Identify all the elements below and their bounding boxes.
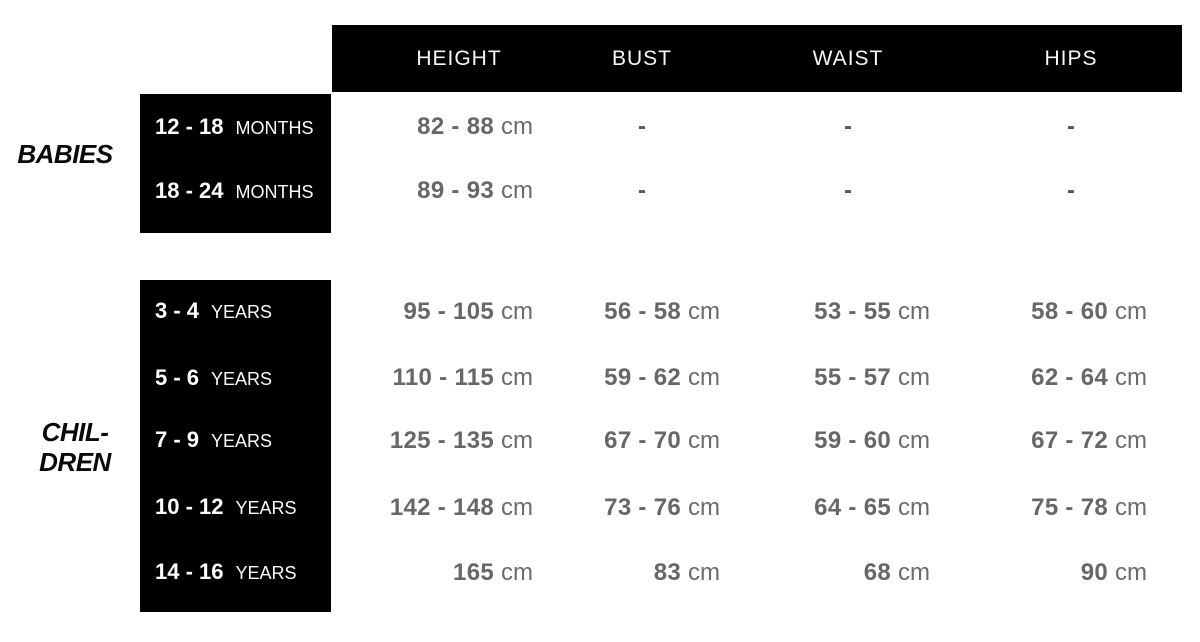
cell-children-14-16-height — [453, 559, 533, 587]
age-range: 14 - 16 — [155, 559, 224, 584]
age-unit-label: YEARS — [211, 369, 273, 389]
age-range: 3 - 4 — [155, 298, 200, 323]
table-header-bar — [332, 25, 1182, 92]
measurement-value: 56 - 58 — [604, 298, 681, 325]
measurement-value: 59 - 62 — [604, 364, 681, 391]
measurement-unit: cm — [501, 559, 533, 586]
measurement-unit: cm — [898, 427, 930, 454]
cell-babies-18-24-hips-empty: - — [1067, 177, 1075, 204]
babies-age-box — [140, 94, 331, 233]
cell-children-3-4-height — [404, 298, 533, 326]
measurement-value: 89 - 93 — [417, 177, 494, 204]
measurement-unit: cm — [898, 494, 930, 521]
age-unit-label: YEARS — [235, 563, 297, 583]
group-label-children — [24, 417, 126, 477]
cell-children-10-12-bust — [604, 494, 720, 522]
measurement-value: 142 - 148 — [389, 494, 494, 521]
measurement-value: 75 - 78 — [1031, 494, 1108, 521]
age-row-14-16-years — [155, 559, 297, 585]
group-label-children-line2: DREN — [39, 447, 111, 477]
measurement-value: 55 - 57 — [814, 364, 891, 391]
cell-children-10-12-height — [390, 494, 533, 522]
measurement-unit: cm — [501, 494, 533, 521]
measurement-value: 64 - 65 — [814, 494, 891, 521]
age-row-12-18-months — [155, 114, 314, 140]
age-unit-label: MONTHS — [235, 182, 314, 202]
measurement-value: 125 - 135 — [389, 427, 494, 454]
column-header-hips: HIPS — [1044, 46, 1098, 70]
column-header-waist: WAIST — [812, 46, 884, 70]
cell-children-10-12-hips — [1031, 494, 1147, 522]
age-range: 5 - 6 — [155, 365, 200, 390]
cell-babies-12-18-height — [417, 113, 533, 141]
age-range: 12 - 18 — [155, 114, 224, 139]
cell-children-5-6-bust — [604, 364, 720, 392]
children-age-box — [140, 280, 331, 612]
cell-children-7-9-hips — [1031, 427, 1147, 455]
age-range: 18 - 24 — [155, 178, 224, 203]
measurement-unit: cm — [898, 559, 930, 586]
cell-children-3-4-waist — [814, 298, 930, 326]
cell-babies-18-24-height — [417, 177, 533, 205]
measurement-unit: cm — [898, 364, 930, 391]
age-row-10-12-years — [155, 494, 297, 520]
cell-babies-18-24-waist-empty: - — [844, 177, 852, 204]
measurement-unit: cm — [1115, 494, 1147, 521]
measurement-value: 59 - 60 — [814, 427, 891, 454]
measurement-value: 95 - 105 — [403, 298, 494, 325]
cell-babies-18-24-bust-empty: - — [638, 177, 646, 204]
cell-children-7-9-height — [390, 427, 533, 455]
age-row-5-6-years — [155, 365, 272, 391]
age-range: 7 - 9 — [155, 427, 200, 452]
measurement-value: 68 — [863, 559, 891, 586]
measurement-unit: cm — [898, 298, 930, 325]
measurement-value: 73 - 76 — [604, 494, 681, 521]
measurement-unit: cm — [688, 298, 720, 325]
measurement-value: 58 - 60 — [1031, 298, 1108, 325]
cell-children-5-6-height — [393, 364, 533, 392]
measurement-unit: cm — [501, 113, 533, 140]
measurement-unit: cm — [688, 364, 720, 391]
cell-babies-12-18-bust-empty: - — [638, 113, 646, 140]
measurement-unit: cm — [688, 559, 720, 586]
age-unit-label: YEARS — [211, 302, 273, 322]
measurement-unit: cm — [501, 364, 533, 391]
measurement-value: 67 - 72 — [1031, 427, 1108, 454]
column-header-height: HEIGHT — [416, 46, 502, 70]
measurement-value: 62 - 64 — [1031, 364, 1108, 391]
cell-children-10-12-waist — [814, 494, 930, 522]
cell-children-5-6-waist — [814, 364, 930, 392]
cell-children-3-4-hips — [1031, 298, 1147, 326]
cell-babies-12-18-waist-empty: - — [844, 113, 852, 140]
measurement-unit: cm — [501, 177, 533, 204]
cell-children-7-9-bust — [604, 427, 720, 455]
measurement-value: 83 — [653, 559, 681, 586]
age-row-7-9-years — [155, 427, 272, 453]
measurement-unit: cm — [1115, 427, 1147, 454]
age-row-18-24-months — [155, 178, 314, 204]
age-unit-label: YEARS — [211, 431, 273, 451]
measurement-unit: cm — [1115, 364, 1147, 391]
measurement-unit: cm — [688, 427, 720, 454]
age-unit-label: MONTHS — [235, 118, 314, 138]
measurement-unit: cm — [688, 494, 720, 521]
cell-children-5-6-hips — [1031, 364, 1147, 392]
cell-children-14-16-waist — [864, 559, 930, 587]
cell-children-7-9-waist — [814, 427, 930, 455]
age-row-3-4-years — [155, 298, 272, 324]
group-label-children-line1: CHIL- — [41, 417, 109, 447]
column-header-bust: BUST — [611, 46, 673, 70]
measurement-value: 67 - 70 — [604, 427, 681, 454]
measurement-value: 110 - 115 — [392, 364, 494, 391]
measurement-value: 82 - 88 — [417, 113, 494, 140]
measurement-value: 90 — [1080, 559, 1108, 586]
cell-children-14-16-bust — [654, 559, 720, 587]
group-label-babies: BABIES — [17, 139, 113, 169]
measurement-unit: cm — [1115, 559, 1147, 586]
measurement-unit: cm — [501, 427, 533, 454]
age-unit-label: YEARS — [235, 498, 297, 518]
measurement-unit: cm — [501, 298, 533, 325]
measurement-unit: cm — [1115, 298, 1147, 325]
measurement-value: 53 - 55 — [814, 298, 891, 325]
cell-children-14-16-hips — [1081, 559, 1147, 587]
measurement-value: 165 — [453, 559, 494, 586]
cell-babies-12-18-hips-empty: - — [1067, 113, 1075, 140]
age-range: 10 - 12 — [155, 494, 224, 519]
cell-children-3-4-bust — [604, 298, 720, 326]
